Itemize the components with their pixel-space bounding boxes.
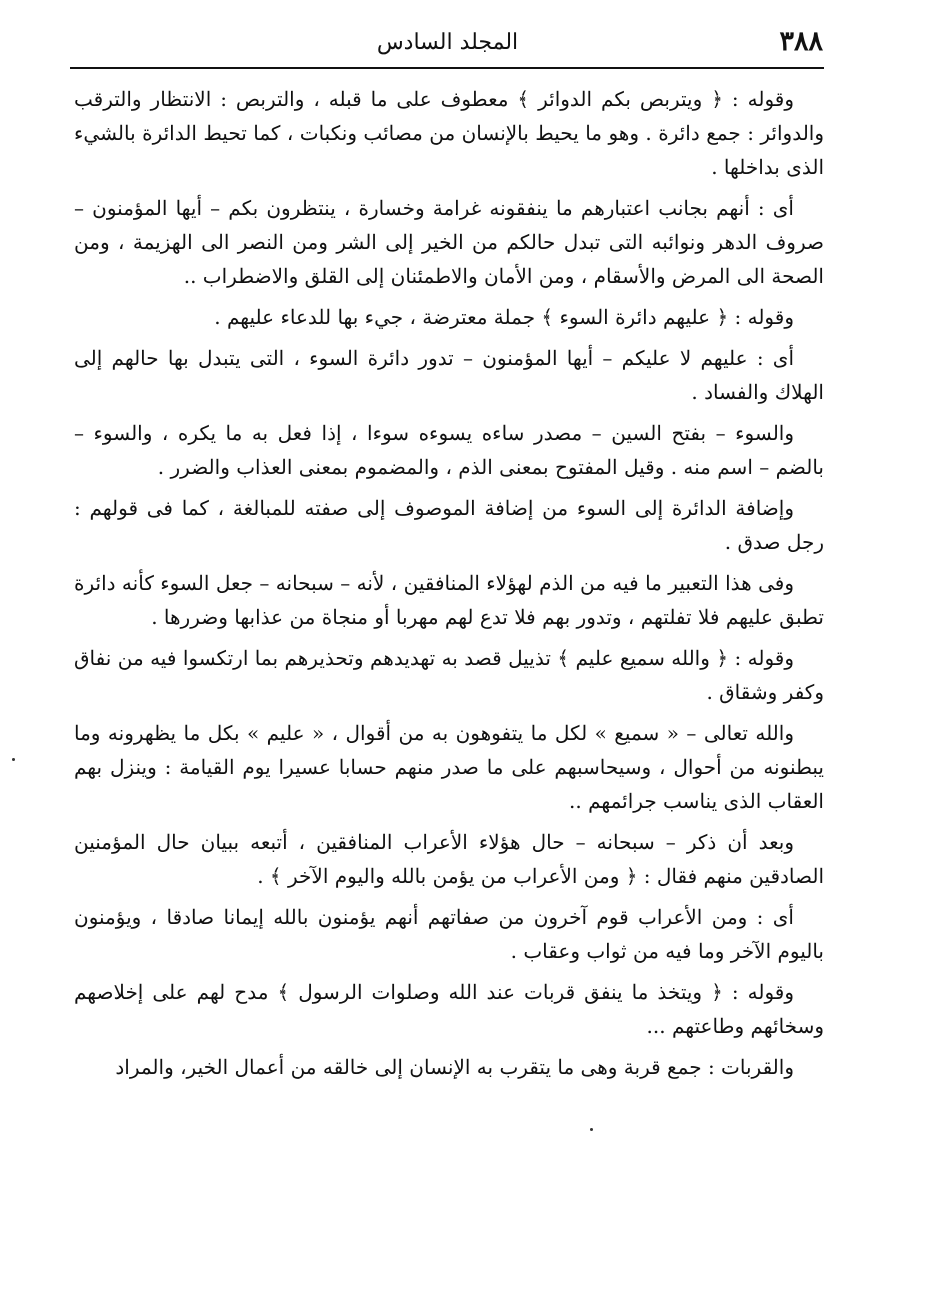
paragraph: أى : أنهم بجانب اعتبارهم ما ينفقونه غرامة وخسارة ، ينتظرون بكم – أيها المؤمنون – صروف الدهر ونوائبه التى تبدل حالكم من الخير إلى الشر ومن النصر الى الهزيمة ، ومن الصحة الى المرض والأسقام ، ومن الأمان والاطمئنان إلى القلق والاضطراب .. <box>74 196 824 288</box>
paragraph: وقوله : ﴿ والله سميع عليم ﴾ تذييل قصد به تهديدهم وتحذيرهم بما ارتكسوا فيه من نفاق وكفر وشقاق . <box>74 646 824 704</box>
paragraph: وقوله : ﴿ عليهم دائرة السوء ﴾ جملة معترضة ، جيء بها للدعاء عليهم . <box>214 305 794 329</box>
paragraph: والله تعالى – « سميع » لكل ما يتفوهون به من أقوال ، « عليم » بكل ما يظهرونه وما يبطنونه من أحوال ، وسيحاسبهم على ما صدر منهم حسابا عسيرا يوم القيامة : وينزل بهم العقاب الذى يناسب جرائمهم .. <box>74 721 824 813</box>
scan-speck <box>12 758 15 761</box>
paragraph: وقوله : ﴿ ويتخذ ما ينفق قربات عند الله وصلوات الرسول ﴾ مدح لهم على إخلاصهم وسخائهم وطاعتهم ... <box>74 980 824 1038</box>
scan-speck <box>590 1128 593 1131</box>
paragraph: أى : عليهم لا عليكم – أيها المؤمنون – تدور دائرة السوء ، التى يتبدل بها حالهم إلى الهلاك والفساد . <box>74 346 824 404</box>
header-divider <box>70 67 824 69</box>
running-title: المجلد السادس <box>376 30 519 55</box>
page-header <box>72 20 823 66</box>
paragraph: أى : ومن الأعراب قوم آخرون من صفاتهم أنهم يؤمنون بالله إيمانا صادقا ، ويؤمنون باليوم الآخر وما فيه من ثواب وعقاب . <box>74 905 824 963</box>
paragraph: وبعد أن ذكر – سبحانه – حال هؤلاء الأعراب المنافقين ، أتبعه ببيان حال المؤمنين الصادقين منهم فقال : ﴿ ومن الأعراب من يؤمن بالله واليوم الآخر ﴾ . <box>74 830 824 888</box>
page-number: ٣٨٨ <box>779 26 823 57</box>
body-text <box>74 82 824 1091</box>
paragraph: والسوء – بفتح السين – مصدر ساءه يسوءه سوءا ، إذا فعل به ما يكره ، والسوء – بالضم – اسم منه . وقيل المفتوح بمعنى الذم ، والمضموم بمعنى العذاب والضرر . <box>74 421 824 479</box>
paragraph: وفى هذا التعبير ما فيه من الذم لهؤلاء المنافقين ، لأنه – سبحانه – جعل السوء كأنه دائرة تطبق عليهم فلا تفلتهم ، وتدور بهم فلا تدع لهم مهربا أو منجاة من عذابها وضررها . <box>74 571 824 629</box>
paragraph: وقوله : ﴿ ويتربص بكم الدوائر ﴾ معطوف على ما قبله ، والتربص : الانتظار والترقب والدوائر : جمع دائرة . وهو ما يحيط بالإنسان من مصائب ونكبات ، كما تحيط الدائرة بالشيء الذى بداخلها . <box>74 87 824 179</box>
paragraph: وإضافة الدائرة إلى السوء من إضافة الموصوف إلى صفته للمبالغة ، كما فى قولهم : رجل صدق . <box>74 496 824 554</box>
paragraph: والقربات : جمع قربة وهى ما يتقرب به الإنسان إلى خالقه من أعمال الخير، والمراد <box>115 1055 794 1079</box>
